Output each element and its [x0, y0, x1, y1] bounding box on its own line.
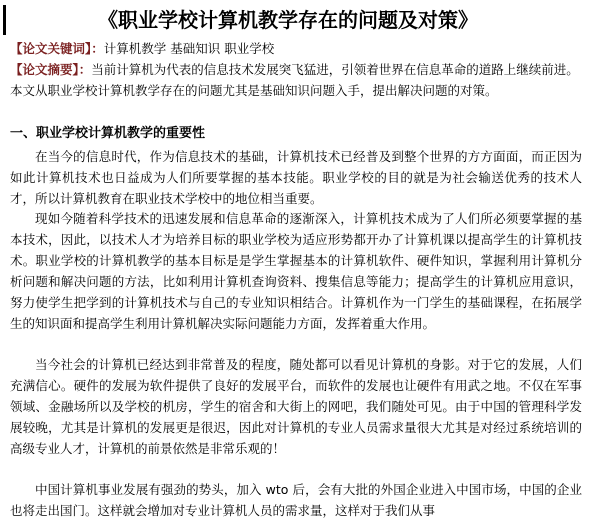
abstract-block	[10, 59, 580, 101]
paragraph: 在当今的信息时代，作为信息技术的基础，计算机技术已经普及到整个世界的方方面面，而正因为如此计算机技术也日益成为人们所要掌握的基本技能。职业学校的目的就是为社会输送优秀的技术人才，所以计算机教育在职业技术学校中的地位相当重要。	[10, 149, 582, 206]
abstract-text: 当前计算机为代表的信息技术发展突飞猛进，引领着世界在信息革命的道路上继续前进。本文从职业学校计算机教学存在的问题尤其是基础知识问题入手，提出解决问题的对策。	[10, 62, 579, 98]
page-title: 《职业学校计算机教学存在的问题及对策》	[98, 8, 478, 32]
paragraph: 当今社会的计算机已经达到非常普及的程度，随处都可以看见计算机的身影。对于它的发展，人们充满信心。硬件的发展为软件提供了良好的发展平台，而软件的发展也让硬件有用武之地。不仅在军事领域、金融场所以及学校的机房，学生的宿舍和大街上的网吧，我们随处可见。由于中国的管理科学发展较晚，尤其是计算机的发展更是很迟，因此对计算机的专业人员需求量很大尤其是对经过系统培训的高级专业人才，计算机的前景依然是非常乐观的！	[10, 357, 582, 456]
abstract-label: 【论文摘要】：	[10, 62, 92, 77]
paragraph: 中国计算机事业发展有强劲的势头，加入 wto 后，会有大批的外国企业进入中国市场，中国的企业也将走出国门。这样就会增加对专业计算机人员的需求量，这样对于我们从事	[10, 482, 582, 518]
keywords-value: 计算机教学 基础知识 职业学校	[103, 41, 275, 56]
section-heading: 一、职业学校计算机教学的重要性	[10, 126, 206, 141]
keywords-line	[10, 38, 580, 59]
keywords-label: 【论文关键词】：	[10, 41, 104, 56]
paragraph: 现如今随着科学技术的迅速发展和信息革命的逐渐深入，计算机技术成为了人们所必须要掌握的基本技术，因此，以技术人才为培养目标的职业学校为适应形势都开办了计算机课以提高学生的计算机技术。职业学校的计算机教学的基本目标是是学生掌握基本的计算机软件、硬件知识，掌握利用计算机分析问题和解决问题的方法，比如利用计算机查询资料、搜集信息等能力；提高学生的计算机应用意识，努力使学生把学到的计算机技术与自己的专业知识相结合。计算机作为一门学生的基础课程，在拓展学生的知识面和提高学生利用计算机解决实际问题能力方面，发挥着重大作用。	[10, 211, 582, 331]
title-rule	[3, 5, 6, 35]
